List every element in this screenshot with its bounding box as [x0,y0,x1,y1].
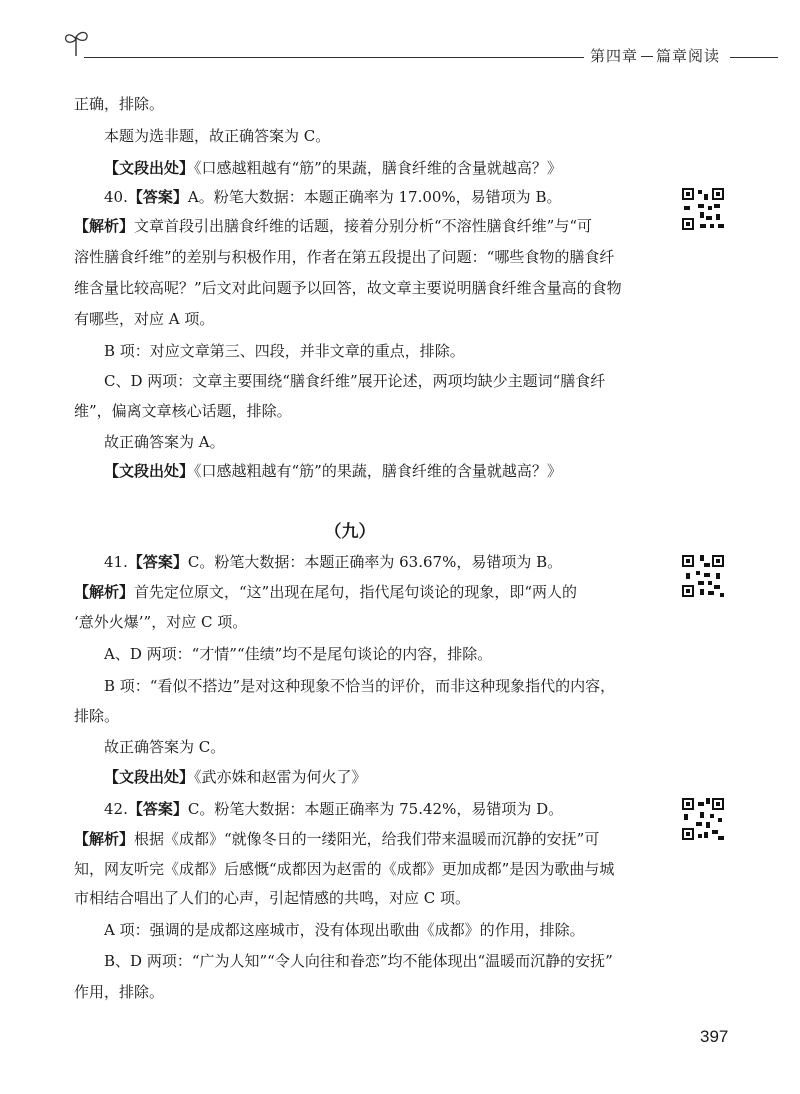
answer-line-41: 41.【答案】C。粉笔大数据：本题正确率为 63.67%，易错项为 B。 [104,553,563,571]
text-line: 排除。 [74,707,120,725]
page-number: 397 [700,1027,729,1046]
answer-line-40: 40.【答案】A。粉笔大数据：本题正确率为 17.00%，易错项为 B。 [104,188,562,206]
answer-label: 【答案】 [127,553,188,571]
text-line: A 项：强调的是成都这座城市，没有体现出歌曲《成都》的作用，排除。 [104,921,585,939]
analysis-line: 【解析】首先定位原文，“这”出现在尾句，指代尾句谈论的现象，即“两人的 [74,583,578,601]
text-line: 有哪些，对应 A 项。 [74,310,215,328]
answer-line-42: 42.【答案】C。粉笔大数据：本题正确率为 75.42%，易错项为 D。 [104,800,564,818]
question-number: 41. [104,553,128,571]
source-label: 【文段出处】 [104,462,195,480]
analysis-line: 【解析】根据《成都》“就像冬日的一缕阳光，给我们带来温暖而沉静的安抚”可 [74,830,600,848]
source-label: 【文段出处】 [104,768,195,786]
text-line: B 项：“看似不搭边”是对这种现象不恰当的评价，而非这种现象指代的内容， [104,677,616,695]
analysis-label: 【解析】 [74,830,135,848]
text-line: 市相结合唱出了人们的心声，引起情感的共鸣，对应 C 项。 [74,889,471,907]
header-chapter: 第四章 [590,47,656,65]
text-line: 维”，偏离文章核心话题，排除。 [74,402,292,420]
header-section-title: 篇章阅读 [656,47,721,65]
answer-label: 【答案】 [127,188,188,206]
section-heading: （九） [324,522,376,542]
source-line: 【文段出处】《口感越粗越有“筋”的果蔬，膳食纤维的含量就越高？》 [104,462,562,480]
text-line: A、D 两项：“才情”“佳绩”均不是尾句谈论的内容，排除。 [104,645,493,663]
text-line: 知，网友听完《成都》后感慨“成都因为赵雷的《成都》更加成都”是因为歌曲与城 [74,860,615,878]
text-line: ‘意外火爆’”，对应 C 项。 [74,613,248,631]
text-line: C、D 两项：文章主要围绕“膳食纤维”展开论述，两项均缺少主题词“膳食纤 [104,372,606,390]
analysis-line: 【解析】文章首段引出膳食纤维的话题，接着分别分析“不溶性膳食纤维”与“可 [74,217,593,235]
qr-code-icon [680,186,726,232]
text-line: 故正确答案为 A。 [104,433,225,451]
text-line: 正确，排除。 [74,95,165,113]
text-line: B 项：对应文章第三、四段，并非文章的重点，排除。 [104,342,465,360]
question-number: 42. [104,800,128,818]
qr-code-icon [680,553,726,599]
source-label: 【文段出处】 [104,159,195,177]
source-line: 【文段出处】《武亦姝和赵雷为何火了》 [104,768,367,786]
analysis-label: 【解析】 [74,217,135,235]
answer-label: 【答案】 [127,800,188,818]
question-number: 40. [104,188,128,206]
text-line: B、D 两项：“广为人知”“令人向往和眷恋”均不能体现出“温暖而沉静的安抚” [104,952,613,970]
text-line: 故正确答案为 C。 [104,738,226,756]
text-line: 溶性膳食纤维”的差别与积极作用，作者在第五段提出了问题：“哪些食物的膳食纤 [74,248,615,266]
text-line: 维含量比较高呢？”后文对此问题予以回答，故文章主要说明膳食纤维含量高的食物 [74,279,622,297]
analysis-label: 【解析】 [74,583,135,601]
qr-code-icon [680,796,726,842]
source-line: 【文段出处】《口感越粗越有“筋”的果蔬，膳食纤维的含量就越高？》 [104,159,562,177]
text-line: 本题为选非题，故正确答案为 C。 [104,127,331,145]
text-line: 作用，排除。 [74,983,165,1001]
